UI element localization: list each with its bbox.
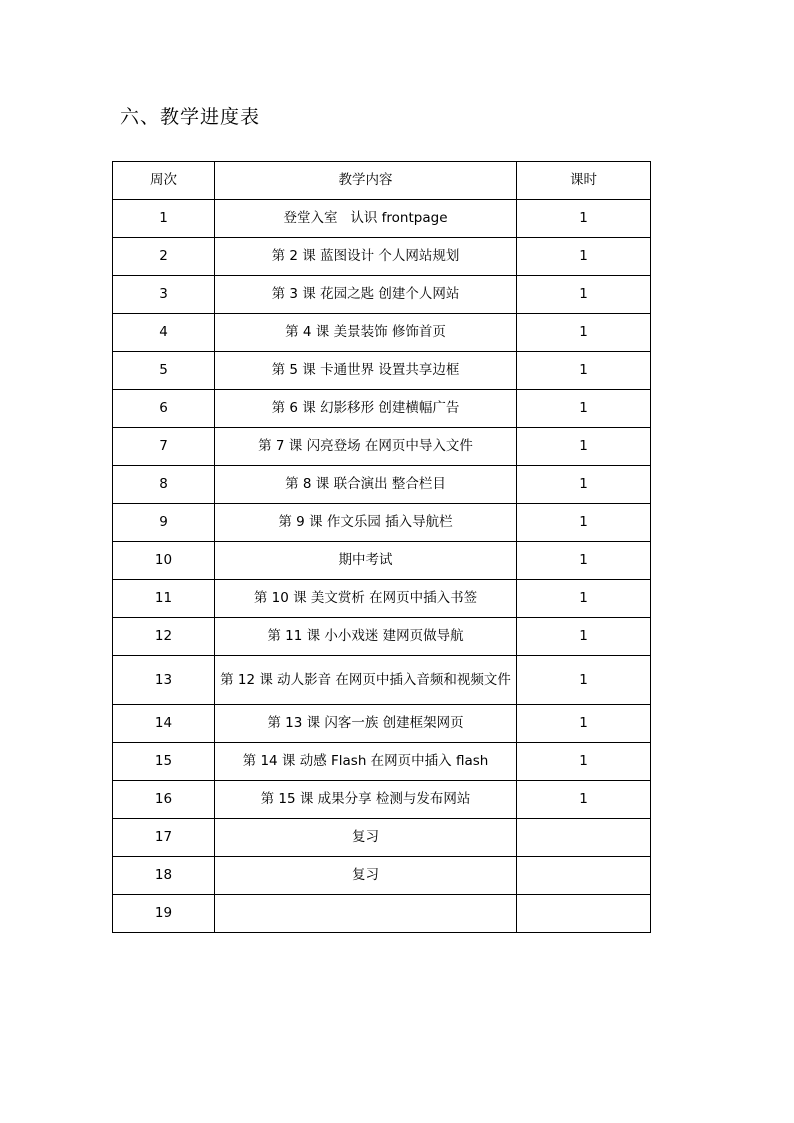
cell-week: 12 [113, 618, 215, 656]
header-week: 周次 [113, 162, 215, 200]
table-row [113, 618, 651, 656]
teaching-schedule-table [112, 161, 651, 933]
table-row [113, 352, 651, 390]
cell-week: 11 [113, 580, 215, 618]
cell-hours: 1 [517, 314, 651, 352]
cell-week: 14 [113, 705, 215, 743]
table-row [113, 466, 651, 504]
cell-content: 第 4 课 美景装饰 修饰首页 [215, 314, 517, 352]
cell-hours: 1 [517, 466, 651, 504]
header-content: 教学内容 [215, 162, 517, 200]
cell-hours: 1 [517, 200, 651, 238]
table-row [113, 819, 651, 857]
cell-content [215, 895, 517, 933]
cell-hours: 1 [517, 618, 651, 656]
cell-content: 第 13 课 闪客一族 创建框架网页 [215, 705, 517, 743]
cell-week: 13 [113, 656, 215, 705]
table-row [113, 743, 651, 781]
cell-content: 第 14 课 动感 Flash 在网页中插入 flash [215, 743, 517, 781]
table-row [113, 580, 651, 618]
cell-hours: 1 [517, 743, 651, 781]
cell-hours: 1 [517, 352, 651, 390]
cell-week: 10 [113, 542, 215, 580]
cell-content: 第 2 课 蓝图设计 个人网站规划 [215, 238, 517, 276]
cell-content: 期中考试 [215, 542, 517, 580]
cell-hours: 1 [517, 542, 651, 580]
cell-content: 第 12 课 动人影音 在网页中插入音频和视频文件 [215, 656, 517, 705]
cell-hours: 1 [517, 238, 651, 276]
cell-week: 19 [113, 895, 215, 933]
cell-week: 15 [113, 743, 215, 781]
table-row [113, 428, 651, 466]
header-hours: 课时 [517, 162, 651, 200]
cell-content: 登堂入室 认识 frontpage [215, 200, 517, 238]
cell-week: 1 [113, 200, 215, 238]
cell-content: 第 3 课 花园之匙 创建个人网站 [215, 276, 517, 314]
cell-content: 第 9 课 作文乐园 插入导航栏 [215, 504, 517, 542]
table-row [113, 781, 651, 819]
cell-content: 第 5 课 卡通世界 设置共享边框 [215, 352, 517, 390]
cell-hours: 1 [517, 504, 651, 542]
cell-content: 第 10 课 美文赏析 在网页中插入书签 [215, 580, 517, 618]
cell-week: 5 [113, 352, 215, 390]
cell-hours [517, 895, 651, 933]
cell-week: 17 [113, 819, 215, 857]
table-row [113, 314, 651, 352]
table-row [113, 390, 651, 428]
cell-content: 第 7 课 闪亮登场 在网页中导入文件 [215, 428, 517, 466]
cell-content: 第 6 课 幻影移形 创建横幅广告 [215, 390, 517, 428]
cell-content: 第 11 课 小小戏迷 建网页做导航 [215, 618, 517, 656]
cell-week: 6 [113, 390, 215, 428]
cell-week: 3 [113, 276, 215, 314]
section-heading: 六、教学进度表 [120, 106, 261, 128]
cell-week: 4 [113, 314, 215, 352]
table-row [113, 857, 651, 895]
table-row [113, 895, 651, 933]
cell-hours [517, 819, 651, 857]
cell-week: 16 [113, 781, 215, 819]
cell-hours: 1 [517, 580, 651, 618]
cell-hours: 1 [517, 276, 651, 314]
cell-hours: 1 [517, 428, 651, 466]
cell-hours: 1 [517, 656, 651, 705]
cell-hours [517, 857, 651, 895]
cell-hours: 1 [517, 781, 651, 819]
cell-hours: 1 [517, 705, 651, 743]
cell-week: 18 [113, 857, 215, 895]
cell-hours: 1 [517, 390, 651, 428]
table-row [113, 504, 651, 542]
cell-content: 第 15 课 成果分享 检测与发布网站 [215, 781, 517, 819]
table-header-row [113, 162, 651, 200]
cell-content: 复习 [215, 857, 517, 895]
table-row [113, 276, 651, 314]
cell-week: 9 [113, 504, 215, 542]
cell-content: 第 8 课 联合演出 整合栏目 [215, 466, 517, 504]
cell-week: 8 [113, 466, 215, 504]
table-row [113, 200, 651, 238]
table-row [113, 542, 651, 580]
table-row [113, 656, 651, 705]
table-row [113, 705, 651, 743]
cell-week: 7 [113, 428, 215, 466]
cell-content: 复习 [215, 819, 517, 857]
cell-week: 2 [113, 238, 215, 276]
table-row [113, 238, 651, 276]
